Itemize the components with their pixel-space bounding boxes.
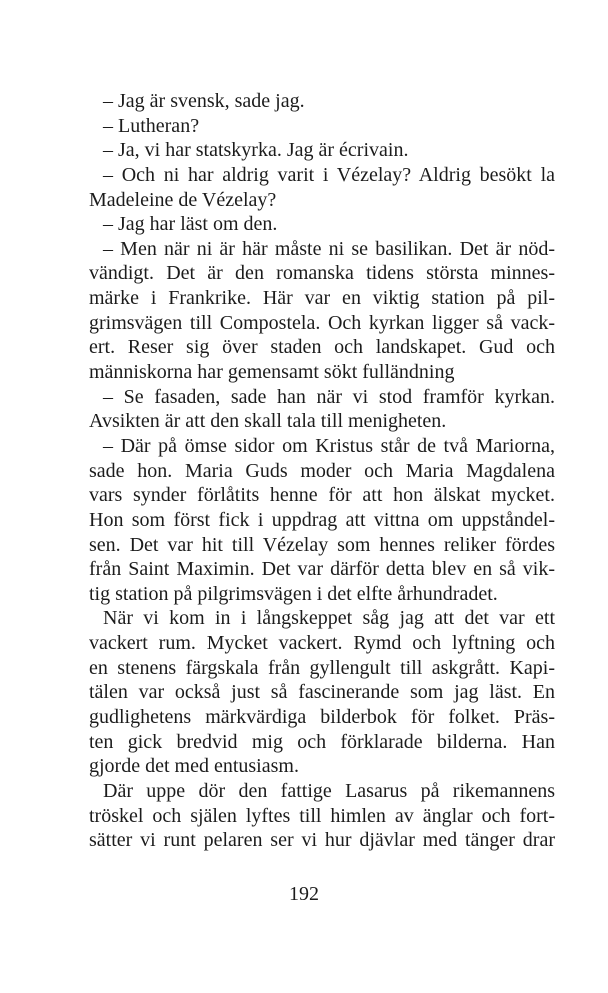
text-line: tig station på pilgrimsvägen i det elfte århundradet. <box>89 582 498 605</box>
text-line: – Där på ömse sidor om Kristus står de två Mariorna, <box>103 434 555 457</box>
text-line: vars synder förlåtits henne för att hon älskat mycket. <box>89 484 555 507</box>
page-number: 192 <box>289 883 319 905</box>
text-line: gjorde det med entusiasm. <box>89 755 299 778</box>
text-line: ert. Reser sig över staden och landskapet. Gud och <box>89 336 555 359</box>
text-line: Där uppe dör den fattige Lasarus på rikemannens <box>103 779 555 802</box>
text-line: tälen var också just så fascinerande som jag läst. En <box>89 681 555 704</box>
text-line: – Jag har läst om den. <box>103 213 278 236</box>
text-line: vändigt. Det är den romanska tidens största minnes- <box>89 262 555 285</box>
text-line: – Men när ni är här måste ni se basilikan. Det är nöd- <box>103 237 555 260</box>
text-line: grimsvägen till Compostela. Och kyrkan ligger så vack- <box>89 311 555 334</box>
text-line: sätter vi runt pelaren ser vi hur djävlar med tänger drar <box>89 829 555 852</box>
text-line: Avsikten är att den skall tala till menigheten. <box>89 410 447 433</box>
text-line: ten gick bredvid mig och förklarade bilderna. Han <box>89 730 555 753</box>
text-line: sade hon. Maria Guds moder och Maria Magdalena <box>89 459 555 482</box>
text-line: – Och ni har aldrig varit i Vézelay? Aldrig besökt la <box>103 163 555 186</box>
text-line: Madeleine de Vézelay? <box>89 188 277 211</box>
text-line: sen. Det var hit till Vézelay som hennes reliker fördes <box>89 533 555 556</box>
text-line: gudlighetens märkvärdiga bilderbok för folket. Präs- <box>89 706 555 729</box>
text-line: människorna har gemensamt sökt fulländning <box>89 361 455 384</box>
text-line: vackert rum. Mycket vackert. Rymd och lyftning och <box>89 632 555 655</box>
text-line: märke i Frankrike. Här var en viktig station på pil- <box>89 287 555 310</box>
text-line: – Jag är svensk, sade jag. <box>103 90 305 112</box>
text-line: – Se fasaden, sade han när vi stod framför kyrkan. <box>103 385 555 408</box>
body-text <box>89 89 555 853</box>
text-line: en stenens färgskala från gyllengult till askgrått. Kapi- <box>89 656 555 679</box>
text-line: Hon som först fick i uppdrag att vittna om uppståndel- <box>89 508 555 531</box>
text-line: – Lutheran? <box>103 114 200 137</box>
text-line: från Saint Maximin. Det var därför detta blev en så vik- <box>89 558 555 581</box>
text-line: När vi kom in i långskeppet såg jag att det var ett <box>103 607 555 630</box>
text-line: tröskel och själen lyftes till himlen av änglar och fort- <box>89 804 555 827</box>
text-line: – Ja, vi har statskyrka. Jag är écrivain. <box>103 139 409 162</box>
